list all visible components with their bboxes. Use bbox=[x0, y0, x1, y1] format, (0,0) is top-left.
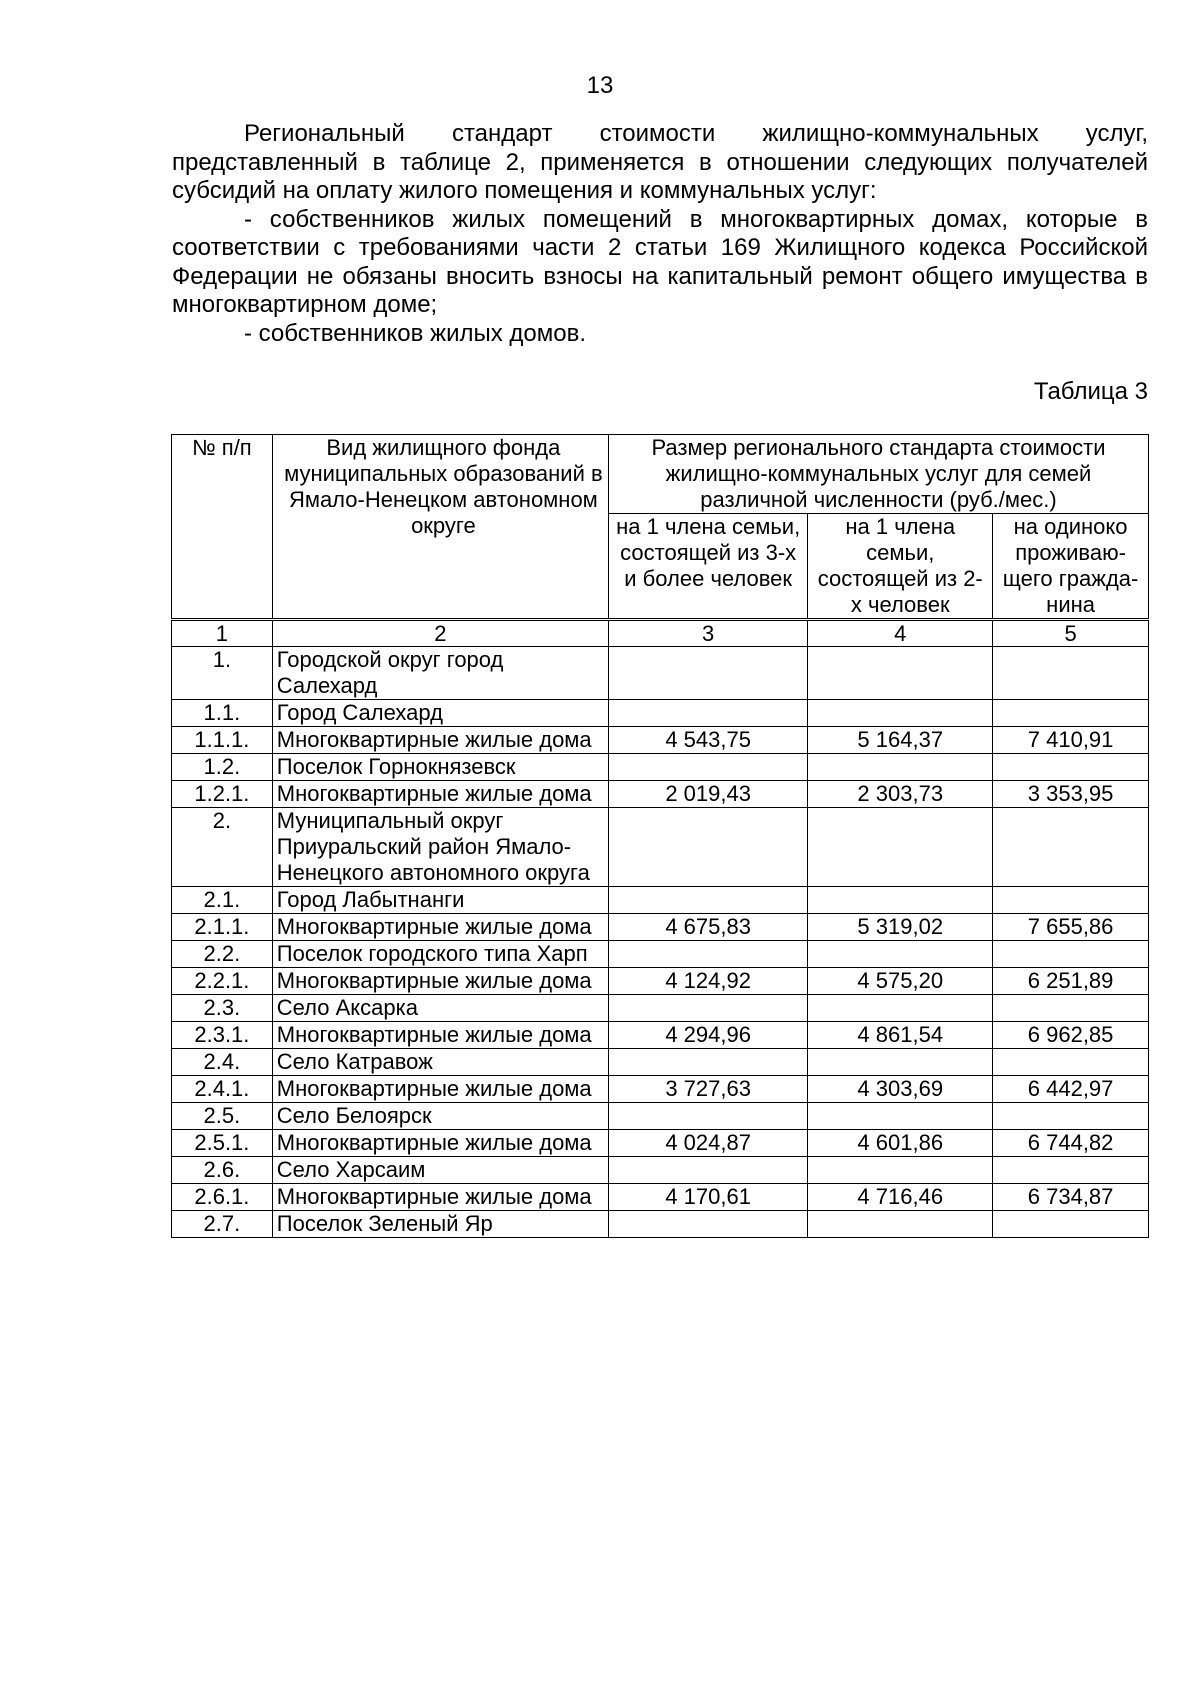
table-row bbox=[172, 1103, 1149, 1130]
value-col4: 2 303,73 bbox=[808, 781, 993, 808]
value-col4: 4 716,46 bbox=[808, 1184, 993, 1211]
table-row bbox=[172, 754, 1149, 781]
value-col3: 4 024,87 bbox=[608, 1130, 807, 1157]
value-col5 bbox=[993, 700, 1149, 727]
value-col3 bbox=[608, 647, 807, 700]
row-name: Село Катравож bbox=[272, 1049, 608, 1076]
row-name: Многоквартирные жилые дома bbox=[272, 1022, 608, 1049]
value-col3 bbox=[608, 1211, 807, 1238]
row-number: 2.5.1. bbox=[172, 1130, 273, 1157]
row-number: 2.6. bbox=[172, 1157, 273, 1184]
value-col4 bbox=[808, 1049, 993, 1076]
value-col5: 6 442,97 bbox=[993, 1076, 1149, 1103]
header-col5: на одиноко проживаю-щего гражда-нина bbox=[993, 514, 1149, 620]
column-number: 1 bbox=[172, 620, 273, 647]
row-number: 2.4. bbox=[172, 1049, 273, 1076]
value-col4 bbox=[808, 700, 993, 727]
table-row bbox=[172, 781, 1149, 808]
value-col5: 6 734,87 bbox=[993, 1184, 1149, 1211]
table-row bbox=[172, 808, 1149, 887]
standards-table bbox=[171, 434, 1149, 1238]
value-col3: 3 727,63 bbox=[608, 1076, 807, 1103]
table-row bbox=[172, 1076, 1149, 1103]
value-col5: 6 962,85 bbox=[993, 1022, 1149, 1049]
row-number: 1. bbox=[172, 647, 273, 700]
header-num: № п/п bbox=[172, 435, 273, 620]
table-row bbox=[172, 1184, 1149, 1211]
value-col5 bbox=[993, 808, 1149, 887]
value-col5 bbox=[993, 1211, 1149, 1238]
table-label: Таблица 3 bbox=[1033, 378, 1148, 405]
value-col3: 2 019,43 bbox=[608, 781, 807, 808]
row-name: Многоквартирные жилые дома bbox=[272, 727, 608, 754]
row-number: 2.5. bbox=[172, 1103, 273, 1130]
column-number: 5 bbox=[993, 620, 1149, 647]
row-name: Поселок Зеленый Яр bbox=[272, 1211, 608, 1238]
table-row bbox=[172, 727, 1149, 754]
value-col5 bbox=[993, 941, 1149, 968]
table-row bbox=[172, 941, 1149, 968]
row-number: 1.2.1. bbox=[172, 781, 273, 808]
value-col5 bbox=[993, 754, 1149, 781]
table-row bbox=[172, 914, 1149, 941]
value-col4: 4 601,86 bbox=[808, 1130, 993, 1157]
value-col4: 4 861,54 bbox=[808, 1022, 993, 1049]
value-col3 bbox=[608, 995, 807, 1022]
table-row bbox=[172, 995, 1149, 1022]
value-col4 bbox=[808, 887, 993, 914]
row-number: 2.4.1. bbox=[172, 1076, 273, 1103]
row-name: Поселок Горнокнязевск bbox=[272, 754, 608, 781]
value-col4: 4 303,69 bbox=[808, 1076, 993, 1103]
value-col3 bbox=[608, 808, 807, 887]
table-row bbox=[172, 647, 1149, 700]
row-name: Городской округ город Салехард bbox=[272, 647, 608, 700]
row-number: 1.1. bbox=[172, 700, 273, 727]
value-col5 bbox=[993, 1049, 1149, 1076]
row-name: Муниципальный округ Приуральский район Ямало-Ненецкого автономного округа bbox=[272, 808, 608, 887]
row-name: Город Салехард bbox=[272, 700, 608, 727]
table-row bbox=[172, 1157, 1149, 1184]
row-name: Многоквартирные жилые дома bbox=[272, 914, 608, 941]
paragraph: - собственников жилых помещений в многоквартирных домах, которые в соответствии с требованиями части 2 статьи 169 Жилищного кодекса Российской Федерации не обязаны вносить взносы на капитальный ремонт общего имущества в многоквартирном доме; bbox=[172, 205, 1148, 318]
row-name: Многоквартирные жилые дома bbox=[272, 968, 608, 995]
row-number: 2. bbox=[172, 808, 273, 887]
value-col5: 6 251,89 bbox=[993, 968, 1149, 995]
value-col3 bbox=[608, 1157, 807, 1184]
header-col4: на 1 члена семьи, состоящей из 2-х человек bbox=[808, 514, 993, 620]
table-row bbox=[172, 700, 1149, 727]
row-number: 2.1. bbox=[172, 887, 273, 914]
value-col3 bbox=[608, 941, 807, 968]
row-number: 2.7. bbox=[172, 1211, 273, 1238]
value-col5 bbox=[993, 995, 1149, 1022]
header-group: Размер регионального стандарта стоимости жилищно-коммунальных услуг для семей различной численности (руб./мес.) bbox=[608, 435, 1148, 514]
table-row bbox=[172, 968, 1149, 995]
row-name: Поселок городского типа Харп bbox=[272, 941, 608, 968]
table-row bbox=[172, 1049, 1149, 1076]
table-body bbox=[172, 620, 1149, 1238]
column-numbers-row bbox=[172, 620, 1149, 647]
value-col5: 6 744,82 bbox=[993, 1130, 1149, 1157]
value-col5: 7 655,86 bbox=[993, 914, 1149, 941]
row-number: 1.1.1. bbox=[172, 727, 273, 754]
value-col3 bbox=[608, 887, 807, 914]
header-col3: на 1 члена семьи, состоящей из 3-х и более человек bbox=[608, 514, 807, 620]
row-number: 2.2. bbox=[172, 941, 273, 968]
value-col5 bbox=[993, 1103, 1149, 1130]
row-number: 1.2. bbox=[172, 754, 273, 781]
value-col5 bbox=[993, 1157, 1149, 1184]
row-number: 2.1.1. bbox=[172, 914, 273, 941]
value-col5: 7 410,91 bbox=[993, 727, 1149, 754]
paragraph: Региональный стандарт стоимости жилищно-коммунальных услуг, представленный в таблице 2, применяется в отношении следующих получателей субсидий на оплату жилого помещения и коммунальных услуг: bbox=[172, 120, 1148, 204]
value-col4 bbox=[808, 754, 993, 781]
value-col3 bbox=[608, 754, 807, 781]
value-col4 bbox=[808, 808, 993, 887]
page-number: 13 bbox=[586, 72, 614, 99]
intro-text bbox=[172, 120, 1148, 348]
row-name: Село Харсаим bbox=[272, 1157, 608, 1184]
value-col3: 4 170,61 bbox=[608, 1184, 807, 1211]
value-col3: 4 294,96 bbox=[608, 1022, 807, 1049]
value-col5 bbox=[993, 647, 1149, 700]
value-col3 bbox=[608, 1103, 807, 1130]
value-col3: 4 124,92 bbox=[608, 968, 807, 995]
table-row bbox=[172, 1022, 1149, 1049]
value-col4 bbox=[808, 1157, 993, 1184]
table-row bbox=[172, 1211, 1149, 1238]
value-col4 bbox=[808, 1103, 993, 1130]
value-col4 bbox=[808, 647, 993, 700]
row-name: Село Аксарка bbox=[272, 995, 608, 1022]
value-col3: 4 543,75 bbox=[608, 727, 807, 754]
row-name: Многоквартирные жилые дома bbox=[272, 1076, 608, 1103]
paragraph: - собственников жилых домов. bbox=[244, 319, 587, 347]
column-number: 4 bbox=[808, 620, 993, 647]
row-number: 2.3. bbox=[172, 995, 273, 1022]
row-name: Многоквартирные жилые дома bbox=[272, 1184, 608, 1211]
row-number: 2.6.1. bbox=[172, 1184, 273, 1211]
value-col4 bbox=[808, 941, 993, 968]
row-name: Многоквартирные жилые дома bbox=[272, 1130, 608, 1157]
row-name: Село Белоярск bbox=[272, 1103, 608, 1130]
value-col4 bbox=[808, 1211, 993, 1238]
header-name: Вид жилищного фонда муниципальных образований в Ямало-Ненецком автономном округе bbox=[272, 435, 608, 620]
row-number: 2.2.1. bbox=[172, 968, 273, 995]
column-number: 3 bbox=[608, 620, 807, 647]
value-col4: 5 164,37 bbox=[808, 727, 993, 754]
value-col4: 4 575,20 bbox=[808, 968, 993, 995]
row-name: Многоквартирные жилые дома bbox=[272, 781, 608, 808]
value-col3 bbox=[608, 700, 807, 727]
value-col3: 4 675,83 bbox=[608, 914, 807, 941]
column-number: 2 bbox=[272, 620, 608, 647]
value-col4 bbox=[808, 995, 993, 1022]
value-col3 bbox=[608, 1049, 807, 1076]
value-col5 bbox=[993, 887, 1149, 914]
table-row bbox=[172, 887, 1149, 914]
row-name: Город Лабытнанги bbox=[272, 887, 608, 914]
row-number: 2.3.1. bbox=[172, 1022, 273, 1049]
value-col4: 5 319,02 bbox=[808, 914, 993, 941]
table-row bbox=[172, 1130, 1149, 1157]
value-col5: 3 353,95 bbox=[993, 781, 1149, 808]
